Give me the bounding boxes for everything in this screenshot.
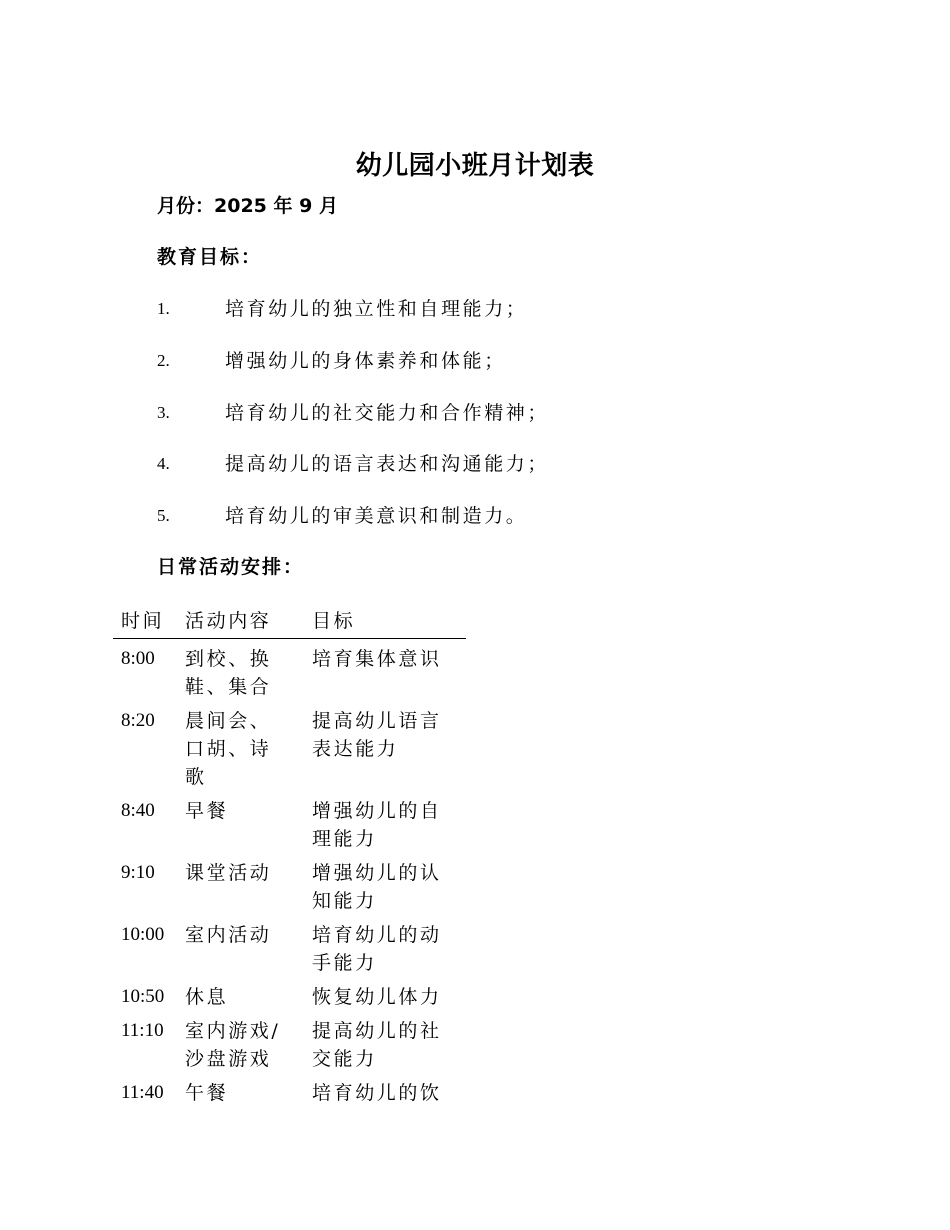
goal-text: 增强幼儿的身体素养和体能； bbox=[225, 349, 506, 372]
cell-goal: 提高幼儿的社交能力 bbox=[312, 1020, 442, 1070]
goal-text: 培育幼儿的审美意识和制造力。 bbox=[225, 505, 528, 528]
cell-activity: 晨间会、口胡、诗歌 bbox=[185, 710, 272, 788]
cell-activity: 室内活动 bbox=[185, 924, 272, 946]
column-header-time: 时间 bbox=[113, 606, 177, 639]
cell-time: 10:50 bbox=[121, 986, 165, 1007]
cell-time: 11:40 bbox=[121, 1082, 164, 1103]
cell-time: 10:00 bbox=[121, 924, 165, 945]
cell-activity: 早餐 bbox=[185, 800, 229, 822]
table-row bbox=[113, 1011, 466, 1073]
cell-goal: 提高幼儿语言表达能力 bbox=[312, 710, 442, 760]
goal-number: 4. bbox=[157, 454, 170, 474]
column-header-activity: 活动内容 bbox=[177, 606, 304, 639]
cell-time: 8:20 bbox=[121, 710, 155, 731]
document-title: 幼儿园小班月计划表 bbox=[355, 151, 595, 181]
table-row bbox=[113, 977, 466, 1011]
table-row bbox=[113, 701, 466, 791]
table-row bbox=[113, 639, 466, 702]
cell-goal: 增强幼儿的自理能力 bbox=[312, 800, 442, 850]
goal-text: 培育幼儿的独立性和自理能力； bbox=[225, 298, 528, 320]
cell-activity: 室内游戏/沙盘游戏 bbox=[185, 1020, 281, 1070]
cell-goal: 恢复幼儿体力 bbox=[312, 986, 442, 1008]
schedule-heading: 日常活动安排： bbox=[157, 556, 305, 578]
cell-goal: 培育集体意识 bbox=[312, 648, 442, 670]
table-header-row bbox=[113, 606, 466, 639]
cell-goal: 增强幼儿的认知能力 bbox=[312, 862, 442, 912]
table-row bbox=[113, 1073, 466, 1107]
goal-text: 提高幼儿的语言表达和沟通能力； bbox=[225, 453, 550, 476]
cell-goal: 培育幼儿的饮 bbox=[312, 1082, 442, 1104]
table-row bbox=[113, 915, 466, 977]
cell-time: 8:40 bbox=[121, 800, 155, 821]
column-header-goal: 目标 bbox=[304, 606, 466, 639]
goal-number: 5. bbox=[157, 506, 170, 526]
goal-number: 3. bbox=[157, 402, 170, 422]
goal-number: 2. bbox=[157, 350, 170, 370]
cell-activity: 到校、换鞋、集合 bbox=[185, 648, 272, 698]
goals-heading: 教育目标： bbox=[157, 246, 263, 268]
goal-number: 1. bbox=[157, 299, 170, 318]
cell-time: 11:10 bbox=[121, 1020, 164, 1041]
month-line: 月份：2025 年 9 月 bbox=[157, 195, 338, 217]
cell-activity: 休息 bbox=[185, 986, 229, 1008]
cell-goal: 培育幼儿的动手能力 bbox=[312, 924, 442, 974]
cell-time: 8:00 bbox=[121, 648, 155, 669]
table-row bbox=[113, 853, 466, 915]
table-row bbox=[113, 791, 466, 853]
goal-text: 培育幼儿的社交能力和合作精神； bbox=[225, 401, 550, 424]
cell-activity: 课堂活动 bbox=[185, 862, 272, 884]
cell-time: 9:10 bbox=[121, 862, 155, 883]
cell-activity: 午餐 bbox=[185, 1082, 229, 1104]
schedule-table bbox=[113, 606, 466, 1107]
